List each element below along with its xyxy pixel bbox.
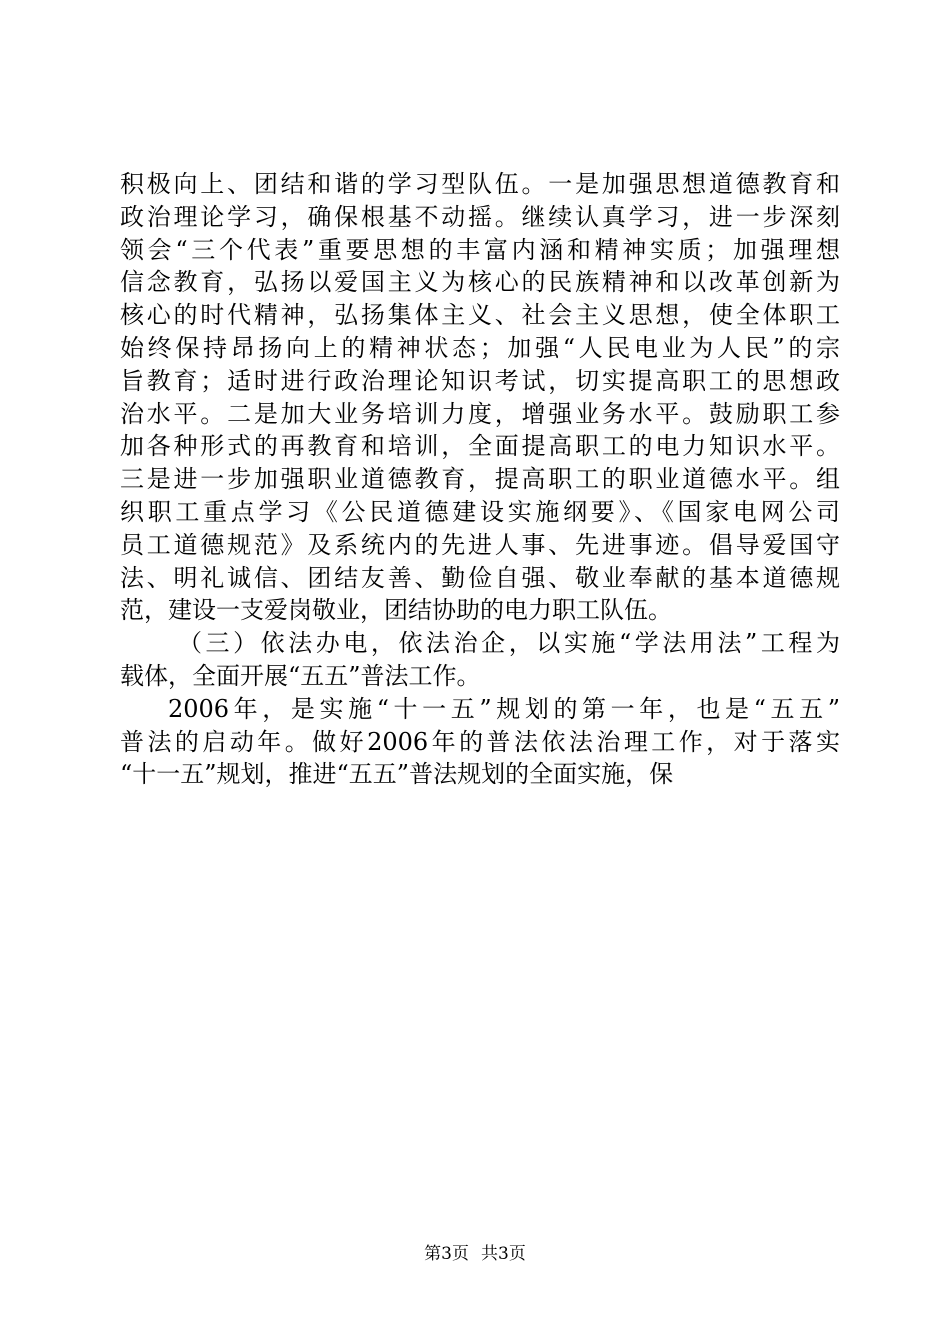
text-line: 普法的启动年。做好2006年的普法依法治理工作，对于落实 [120,727,840,756]
page-footer [0,1243,950,1265]
page-total: 共3页 [481,1244,526,1264]
text-line: 织职工重点学习《公民道德建设实施纲要》、《国家电网公司 [120,497,840,526]
text-line: 政治理论学习，确保根基不动摇。继续认真学习，进一步深刻 [120,202,840,231]
body-text [120,168,840,791]
text-line: “十一五”规划，推进“五五”普法规划的全面实施，保 [120,760,674,789]
text-line: 法、明礼诚信、团结友善、勤俭自强、敬业奉献的基本道德规 [120,563,840,592]
text-line: 加各种形式的再教育和培训，全面提高职工的电力知识水平。 [120,432,840,461]
text-line: 范，建设一支爱岗敬业，团结协助的电力职工队伍。 [120,596,672,625]
text-line: （三）依法办电，依法治企，以实施“学法用法”工程为 [178,629,840,658]
text-line: 领会“三个代表”重要思想的丰富内涵和精神实质；加强理想 [120,235,840,264]
text-line: 三是进一步加强职业道德教育，提高职工的职业道德水平。组 [120,465,840,494]
text-line: 载体，全面开展“五五”普法工作。 [120,661,481,690]
text-line: 核心的时代精神，弘扬集体主义、社会主义思想，使全体职工 [120,301,840,330]
text-line: 积极向上、团结和谐的学习型队伍。一是加强思想道德教育和 [120,170,840,198]
text-line: 员工道德规范》及系统内的先进人事、先进事迹。倡导爱国守 [120,530,840,559]
text-line: 旨教育；适时进行政治理论知识考试，切实提高职工的思想政 [120,366,840,395]
text-line: 治水平。二是加大业务培训力度，增强业务水平。鼓励职工参 [120,399,840,428]
text-line: 始终保持昂扬向上的精神状态；加强“人民电业为人民”的宗 [120,333,840,362]
page-number: 第3页 [424,1244,469,1264]
text-line: 信念教育，弘扬以爱国主义为核心的民族精神和以改革创新为 [120,268,840,297]
text-line: 2006年，是实施“十一五”规划的第一年，也是“五五” [168,694,840,723]
